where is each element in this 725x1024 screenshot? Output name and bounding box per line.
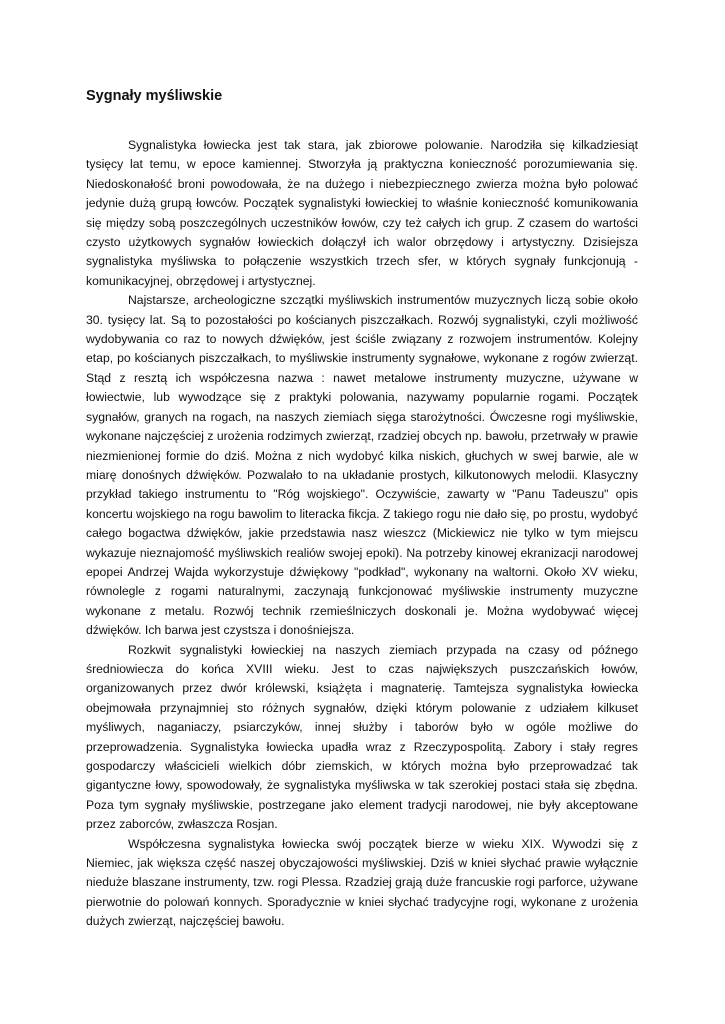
paragraph: Najstarsze, archeologiczne szczątki myśliwskich instrumentów muzycznych liczą sobie około 30. tysięcy lat. Są to pozostałości po kościanych piszczałkach. Rozwój sygnalistyki, czyli możliwość wydobywania co raz to nowych dźwięków, jest ściśle związany z rozwojem instrumentów. Kolejny etap, po kościanych piszczałkach, to myśliwskie instrumenty sygnałowe, wykonane z rogów zwierząt. Stąd z resztą ich współczesna nazwa : nawet metalowe instrumenty muzyczne, używane w łowiectwie, lub wywodzące się z praktyki polowania, nazywamy popularnie rogami. Początek sygnałów, granych na rogach, na naszych ziemiach sięga starożytności. Ówczesne rogi myśliwskie, wykonane najczęściej z urożenia rodzimych zwierząt, rzadziej obcych np. bawołu, przetrwały w prawie niezmienionej formie do dziś. Można z nich wydobyć kilka niskich, głuchych w swej barwie, ale w miarę donośnych dźwięków. Pozwalało to na układanie prostych, kilkutonowych melodii. Klasyczny przykład takiego instrumentu to "Róg wojskiego". Oczywiście, zawarty w "Panu Tadeuszu" opis koncertu wojskiego na rogu bawolim to literacka fikcja. Z takiego rogu nie dało się, po prostu, wydobyć całego bogactwa dźwięków, jakie przedstawia nasz wieszcz (Mickiewicz nie tylko w tym miejscu wykazuje nieznajomość myśliwskich realiów swojej epoki). Na potrzeby kinowej ekranizacji narodowej epopei Andrzej Wajda wykorzystuje dźwiękowy "podkład", wykonany na waltorni. Około XV wieku, równolegle z rogami naturalnymi, zaczynają funkcjonować myśliwskie instrumenty muzyczne wykonane z metalu. Rozwój technik rzemieślniczych doskonali je. Można wydobywać więcej dźwięków. Ich barwa jest czystsza i donośniejsza. xyxy=(86,293,638,638)
paragraph: Współczesna sygnalistyka łowiecka swój początek bierze w wieku XIX. Wywodzi się z Niemiec, jak większa część naszej obyczajowości myśliwskiej. Dziś w kniei słychać prawie wyłącznie nieduże blaszane instrumenty, tzw. rogi Plessa. Rzadziej grają duże francuskie rogi parforce, używane pierwotnie do polowań konnych. Sporadycznie w kniei słychać tradycyjne rogi, wykonane z urożenia dużych zwierząt, najczęściej bawołu. xyxy=(86,836,638,929)
paragraph: Rozkwit sygnalistyki łowieckiej na naszych ziemiach przypada na czasy od późnego średniowiecza do końca XVIII wieku. Jest to czas największych puszczańskich łowów, organizowanych przez dwór królewski, książęta i magnaterię. Tamtejsza sygnalistyka łowiecka obejmowała przynajmniej sto różnych sygnałów, dzięki którym polowanie z udziałem kilkuset myśliwych, naganiaczy, psiarczyków, innej służby i taborów było w ogóle możliwe do przeprowadzenia. Sygnalistyka łowiecka upadła wraz z Rzeczypospolitą. Zabory i stały regres gospodarczy właścicieli wielkich dóbr ziemskich, w których można było przeprowadzać tak gigantyczne łowy, spowodowały, że sygnalistyka myśliwska w tak szerokiej postaci stała się zbędna. Poza tym sygnały myśliwskie, postrzegane jako element tradycji narodowej, nie były akceptowane przez zaborców, zwłaszcza Rosjan. xyxy=(86,642,638,832)
document-body xyxy=(86,136,638,932)
document-title: Sygnały myśliwskie xyxy=(86,88,223,104)
paragraph: Sygnalistyka łowiecka jest tak stara, jak zbiorowe polowanie. Narodziła się kilkadziesiąt tysięcy lat temu, w epoce kamiennej. Stworzyła ją praktyczna konieczność porozumiewania się. Niedoskonałość broni powodowała, że na dużego i niebezpiecznego zwierza można było polować jedynie dużą grupą łowców. Początek sygnalistyki łowieckiej to właśnie konieczność komunikowania się między sobą poszczególnych uczestników łowów, czy też całych ich grup. Z czasem do wartości czysto użytkowych sygnałów łowieckich dołączył ich walor obrzędowy i artystyczny. Dzisiejsza sygnalistyka myśliwska to połączenie wszystkich trzech sfer, w których sygnały funkcjonują - komunikacyjnej, obrzędowej i artystycznej. xyxy=(86,138,638,288)
